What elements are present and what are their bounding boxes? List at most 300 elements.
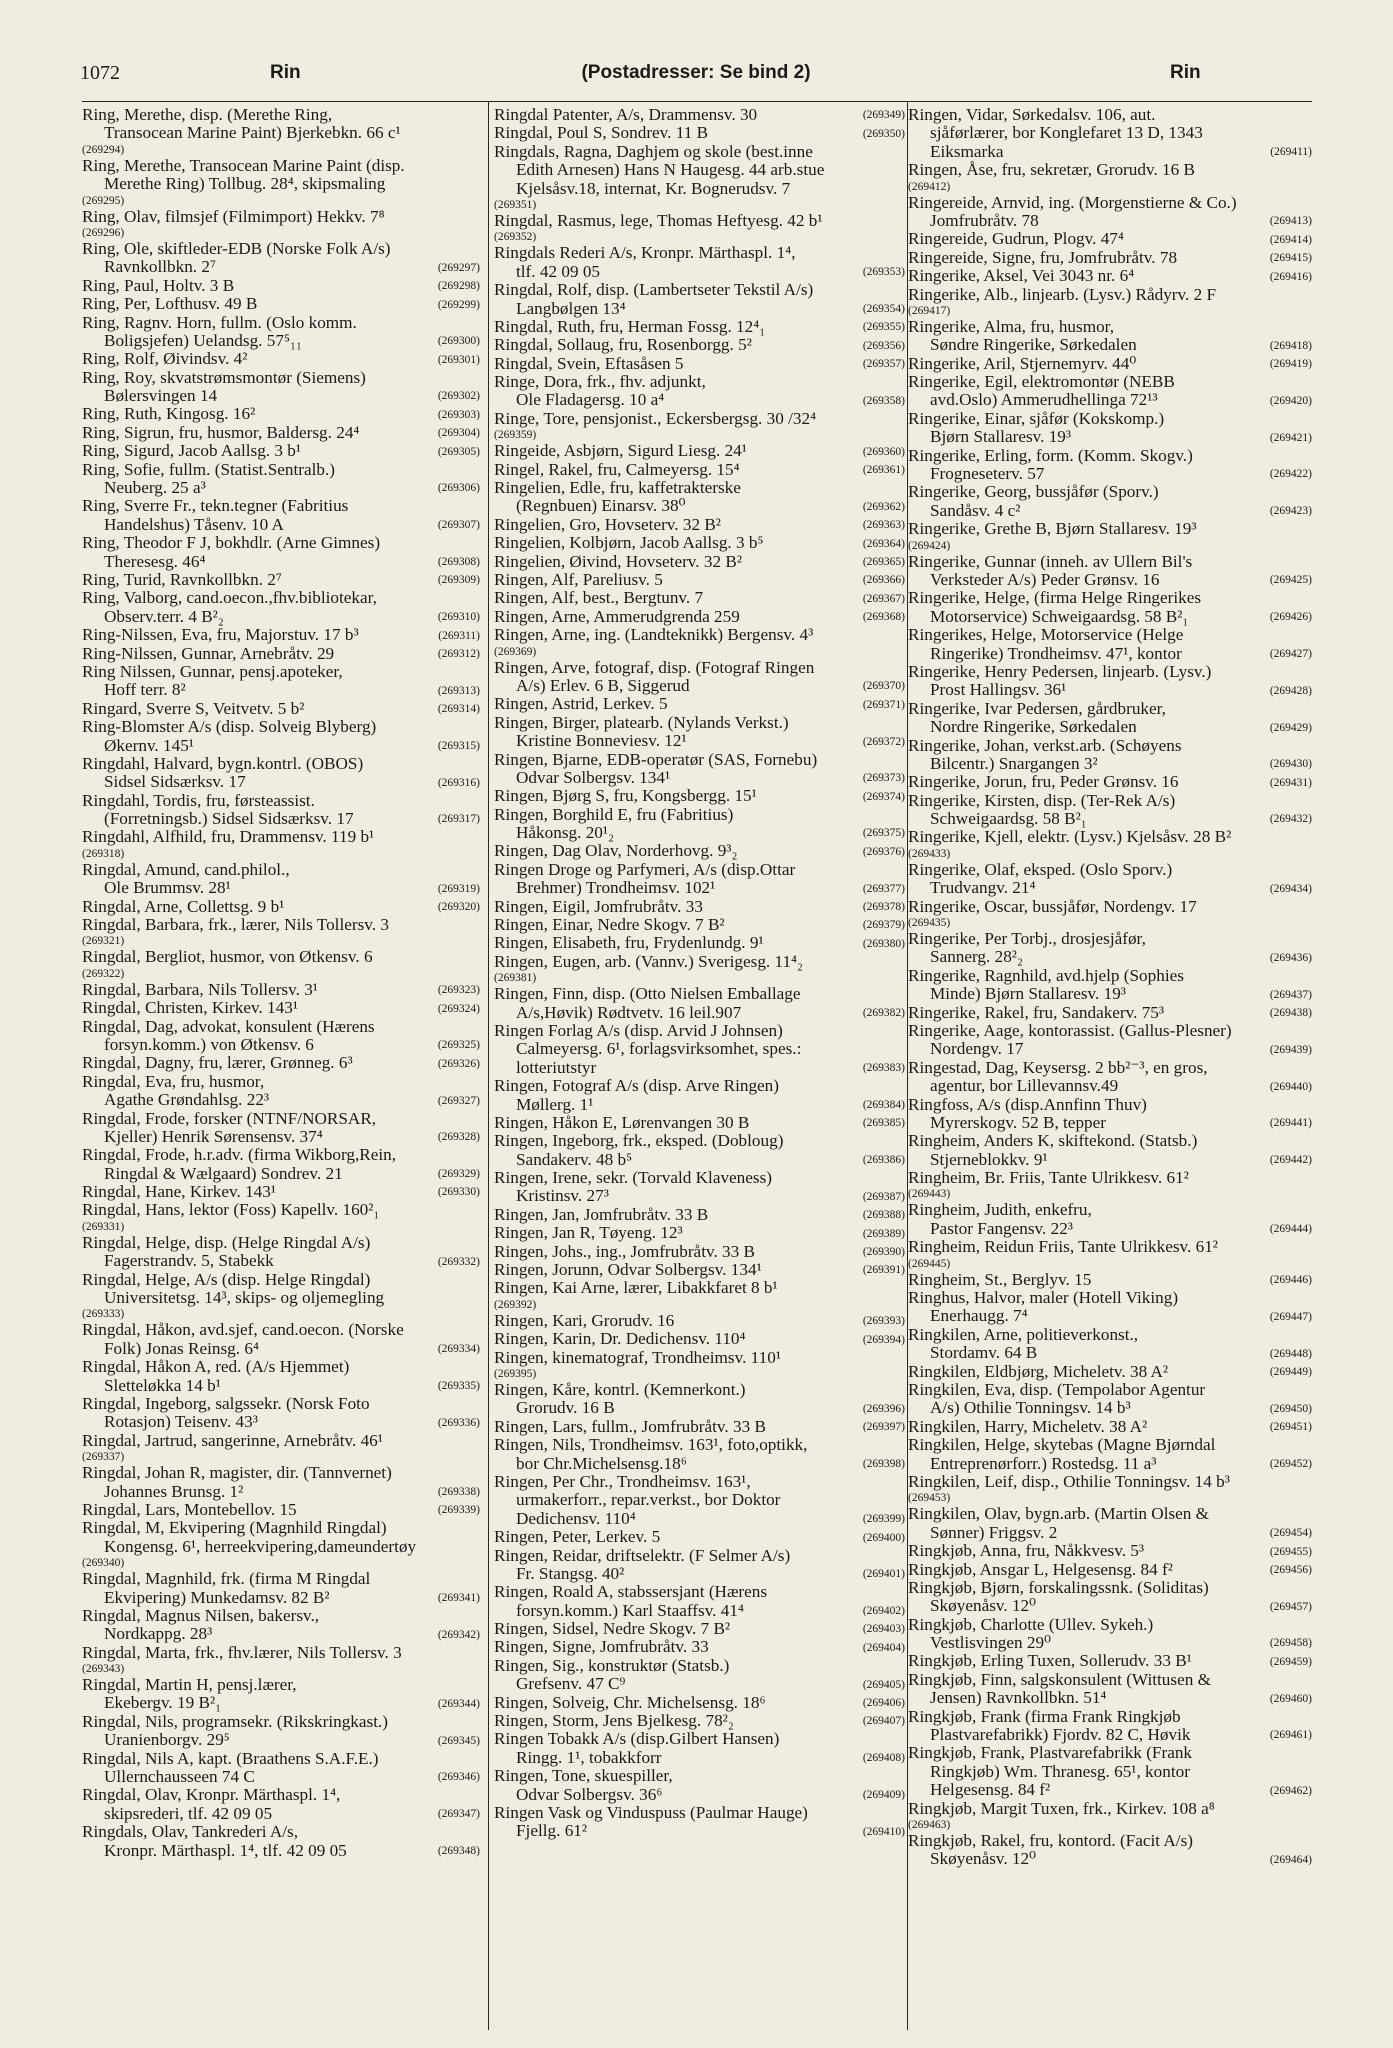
directory-entry bbox=[494, 934, 905, 952]
entry-line bbox=[494, 318, 905, 336]
entry-text: Ring, Ragnv. Horn, fullm. (Oslo komm. bbox=[82, 313, 357, 332]
entry-number: (269409) bbox=[862, 1788, 905, 1801]
entry-line bbox=[82, 1091, 480, 1109]
entry-line bbox=[908, 1579, 1312, 1597]
entry-number: (269358) bbox=[862, 394, 905, 407]
entry-number: (269404) bbox=[862, 1641, 905, 1654]
directory-entry bbox=[82, 571, 480, 589]
entry-line bbox=[908, 1726, 1312, 1744]
directory-entry bbox=[908, 930, 1312, 967]
entry-text: skipsrederi, tlf. 42 09 05 bbox=[104, 1804, 273, 1823]
entry-line bbox=[494, 1694, 905, 1712]
entry-line bbox=[908, 161, 1312, 179]
entry-number: (269337) bbox=[82, 1451, 125, 1464]
entry-text: Ringkilen, Harry, Micheletv. 38 A² bbox=[908, 1417, 1148, 1436]
entry-line bbox=[82, 898, 480, 916]
entry-text: Ekvipering) Munkedamsv. 82 B² bbox=[104, 1588, 330, 1607]
entry-text: Universitetsg. 14³, skips- og oljemegling bbox=[104, 1289, 385, 1308]
entry-line bbox=[82, 1183, 480, 1201]
entry-number: (269427) bbox=[1269, 647, 1312, 660]
entry-line bbox=[82, 828, 480, 846]
entry-text: Ringkilen, Eldbjørg, Micheletv. 38 A² bbox=[908, 1362, 1169, 1381]
entry-number: (269464) bbox=[1269, 1853, 1312, 1866]
column-divider bbox=[488, 102, 489, 2030]
entry-line bbox=[82, 1110, 480, 1128]
entry-line bbox=[82, 1289, 480, 1307]
entry-text: Grefsenv. 47 C⁹ bbox=[516, 1675, 626, 1694]
entry-line bbox=[494, 1491, 905, 1509]
entry-line bbox=[494, 879, 905, 897]
entry-text: Ringdal, Marta, frk., fhv.lærer, Nils Tollersv. 3 bbox=[82, 1643, 402, 1662]
entry-line bbox=[494, 281, 905, 299]
entry-text: Ringen, Fotograf A/s (disp. Arve Ringen) bbox=[494, 1077, 780, 1096]
entry-number: (269425) bbox=[1269, 574, 1312, 587]
entry-text: Ekebergv. 19 B²₁ bbox=[104, 1694, 222, 1713]
directory-entry bbox=[908, 1418, 1312, 1436]
entry-line bbox=[908, 1561, 1312, 1579]
entry-text: Ringen Vask og Vinduspuss (Paulmar Hauge) bbox=[494, 1803, 808, 1822]
entry-number: (269377) bbox=[862, 882, 905, 895]
directory-entry bbox=[82, 106, 480, 157]
entry-text: Ringerike, Georg, bussjåfør (Sporv.) bbox=[908, 483, 1159, 502]
entry-number: (269403) bbox=[862, 1623, 905, 1636]
entry-line bbox=[82, 240, 480, 258]
entry-line bbox=[82, 461, 480, 479]
entry-text: Ringdal, Hans, lektor (Foss) Kapellv. 160²₁ bbox=[82, 1201, 380, 1220]
entry-text: Ringelien, Gro, Hovseterv. 32 B² bbox=[494, 515, 721, 534]
entry-number: (269335) bbox=[437, 1380, 480, 1392]
entry-line bbox=[494, 842, 905, 860]
entry-line bbox=[908, 828, 1312, 846]
entry-number: (269420) bbox=[1269, 394, 1312, 407]
directory-entry bbox=[494, 143, 905, 212]
entry-number: (269360) bbox=[862, 445, 905, 458]
entry-text: Ringerike, Henry Pedersen, linjearb. (Lysv.) bbox=[908, 662, 1212, 681]
entry-text: Håkonsg. 20¹₂ bbox=[516, 824, 615, 843]
entry-text: Ring, Turid, Ravnkollbkn. 2⁷ bbox=[82, 570, 282, 589]
directory-entry bbox=[494, 1381, 905, 1418]
entry-text: Ole Brummsv. 28¹ bbox=[104, 879, 231, 898]
entry-number: (269394) bbox=[862, 1333, 905, 1346]
entry-line bbox=[908, 626, 1312, 644]
entry-line bbox=[82, 350, 480, 368]
entry-line bbox=[908, 1132, 1312, 1150]
directory-entry bbox=[494, 479, 905, 516]
entry-number: (269400) bbox=[862, 1531, 905, 1544]
entry-number: (269329) bbox=[437, 1168, 480, 1181]
directory-entry bbox=[494, 281, 905, 318]
entry-line bbox=[82, 1128, 480, 1146]
entry-text: Ringdal, Dag, advokat, konsulent (Hærens bbox=[82, 1017, 375, 1036]
entry-text: Ringen, Storm, Jens Bjelkesg. 78²₂ bbox=[494, 1712, 734, 1731]
entry-text: Sletteløkka 14 b¹ bbox=[104, 1376, 221, 1395]
entry-number: (269368) bbox=[862, 611, 905, 624]
entry-text: Ring, Merethe, disp. (Merethe Ring, bbox=[82, 106, 333, 124]
entry-line bbox=[82, 1464, 480, 1482]
entry-line bbox=[908, 879, 1312, 897]
directory-entry bbox=[494, 1418, 905, 1436]
directory-entry bbox=[494, 1804, 905, 1841]
entry-text: Merethe Ring) Tollbug. 28⁴, skipsmaling bbox=[104, 175, 386, 194]
entry-line bbox=[82, 792, 480, 810]
entry-text: Skøyenåsv. 12⁰ bbox=[930, 1850, 1037, 1869]
entry-text: Ringerike) Trondheimsv. 47¹, kontor bbox=[930, 644, 1182, 663]
entry-line bbox=[82, 1768, 480, 1786]
entry-text: Sønner) Friggsv. 2 bbox=[930, 1523, 1058, 1542]
entry-line bbox=[494, 442, 905, 460]
entry-line bbox=[82, 553, 480, 571]
directory-entry bbox=[82, 295, 480, 313]
entry-line bbox=[82, 1713, 480, 1731]
directory-entry bbox=[494, 1349, 905, 1381]
directory-entry bbox=[908, 267, 1312, 285]
directory-entry bbox=[908, 1616, 1312, 1653]
entry-text: Observ.terr. 4 B²₂ bbox=[104, 607, 224, 626]
entry-text: Ringe, Tore, pensjonist., Eckersbergsg. 30 /32⁴ bbox=[494, 409, 817, 428]
entry-text: Ringkjøb, Margit Tuxen, frk., Kirkev. 108 a⁸ bbox=[908, 1799, 1215, 1818]
entry-number: (269338) bbox=[437, 1485, 480, 1498]
directory-entry bbox=[908, 249, 1312, 267]
entry-line bbox=[82, 1036, 480, 1054]
entry-text: Ringen, Per Chr., Trondheimsv. 163¹, bbox=[494, 1472, 751, 1491]
entry-text: Edith Arnesen) Hans N Haugesg. 44 arb.stue bbox=[516, 161, 825, 180]
directory-entry bbox=[494, 461, 905, 479]
entry-line bbox=[908, 645, 1312, 663]
entry-text: bor Chr.Michelsensg.18⁶ bbox=[516, 1454, 687, 1473]
entry-text: Ringen Forlag A/s (disp. Arvid J Johnsen) bbox=[494, 1021, 783, 1040]
entry-number: (269454) bbox=[1269, 1527, 1312, 1540]
entry-number: (269344) bbox=[437, 1697, 480, 1710]
entry-line bbox=[908, 1114, 1312, 1132]
entry-line bbox=[494, 571, 905, 589]
entry-text: Ring-Nilssen, Gunnar, Arnebråtv. 29 bbox=[82, 644, 335, 663]
directory-entry bbox=[494, 1730, 905, 1767]
entry-line bbox=[908, 1344, 1312, 1362]
directory-entry bbox=[82, 461, 480, 498]
entry-text: Ringdal, Håkon, avd.sjef, cand.oecon. (Norske bbox=[82, 1321, 404, 1340]
directory-entry bbox=[82, 1676, 480, 1713]
entry-number: (269378) bbox=[862, 901, 905, 914]
entry-text: Ringereide, Arnvid, ing. (Morgenstierne & Co.) bbox=[908, 193, 1237, 212]
entry-text: Ringen, Johs., ing., Jomfrubråtv. 33 B bbox=[494, 1242, 755, 1261]
entry-number: (269308) bbox=[437, 555, 480, 568]
entry-text: Ringen, Einar, Nedre Skogv. 7 B² bbox=[494, 916, 725, 935]
entry-number: (269451) bbox=[1269, 1421, 1312, 1434]
directory-entry bbox=[494, 410, 905, 442]
entry-number: (269384) bbox=[862, 1098, 905, 1111]
entry-number: (269311) bbox=[438, 629, 480, 642]
directory-entry bbox=[908, 1436, 1312, 1473]
entry-number: (269294) bbox=[82, 143, 125, 156]
entry-text: Ringen, Bjørg S, fru, Kongsbergg. 15¹ bbox=[494, 787, 757, 806]
entry-line bbox=[494, 461, 905, 479]
entry-line bbox=[908, 1524, 1312, 1542]
entry-line bbox=[82, 1271, 480, 1289]
entry-text: A/s) Erlev. 6 B, Siggerud bbox=[516, 676, 690, 695]
entry-text: Ringen, Astrid, Lerkev. 5 bbox=[494, 695, 668, 714]
entry-text: Ringdal, Christen, Kirkev. 143¹ bbox=[82, 999, 298, 1018]
entry-line bbox=[82, 755, 480, 773]
entry-line bbox=[908, 465, 1312, 483]
directory-entry bbox=[82, 1018, 480, 1055]
entry-text: Ringkjøb, Finn, salgskonsulent (Wittusen & bbox=[908, 1670, 1211, 1689]
entry-line bbox=[908, 1151, 1312, 1169]
directory-entry bbox=[82, 1607, 480, 1644]
directory-entry bbox=[908, 828, 1312, 860]
entry-text: Fr. Stangsg. 40² bbox=[516, 1564, 625, 1583]
directory-entry bbox=[494, 787, 905, 805]
entry-line bbox=[82, 589, 480, 607]
entry-number: (269334) bbox=[437, 1343, 480, 1356]
entry-text: Ringen, Vidar, Sørkedalsv. 106, aut. bbox=[908, 106, 1156, 124]
entry-line bbox=[494, 1749, 905, 1767]
entry-text: Ringerike, Rakel, fru, Sandakerv. 75³ bbox=[908, 1003, 1165, 1022]
entry-line bbox=[494, 1312, 905, 1330]
entry-line bbox=[908, 1040, 1312, 1058]
entry-text: urmakerforr., repar.verkst., bor Doktor bbox=[516, 1491, 781, 1510]
entry-text: Ringen, Lars, fullm., Jomfrubråtv. 33 B bbox=[494, 1417, 766, 1436]
directory-entry bbox=[494, 1330, 905, 1348]
entry-text: Ringen, Tone, skuespiller, bbox=[494, 1767, 673, 1786]
entry-line bbox=[494, 1767, 905, 1785]
header-rule bbox=[82, 101, 1312, 102]
page-number: 1072 bbox=[80, 62, 120, 84]
entry-text: Ringen, Ingeborg, frk., eksped. (Dobloug) bbox=[494, 1132, 784, 1151]
entry-number: (269402) bbox=[862, 1605, 905, 1618]
entry-number: (269295) bbox=[82, 194, 125, 207]
entry-line bbox=[908, 249, 1312, 267]
entry-number: (269357) bbox=[862, 358, 905, 371]
directory-entry bbox=[82, 1432, 480, 1464]
entry-line bbox=[908, 212, 1312, 230]
entry-line bbox=[908, 286, 1312, 304]
entry-line bbox=[82, 1146, 480, 1164]
entry-line bbox=[494, 336, 905, 354]
entry-text: (Regnbuen) Einarsv. 38⁰ bbox=[516, 497, 686, 516]
entry-text: Ringe, Dora, frk., fhv. adjunkt, bbox=[494, 373, 706, 392]
entry-number: (269359) bbox=[494, 429, 537, 442]
entry-text: Sannerg. 28²₂ bbox=[930, 948, 1023, 967]
entry-line bbox=[908, 773, 1312, 791]
entry-text: Ringdal, Jartrud, sangerinne, Arnebråtv. 46¹ bbox=[82, 1431, 383, 1450]
entry-line bbox=[494, 1547, 905, 1565]
entry-number: (269408) bbox=[862, 1752, 905, 1765]
entry-text: Odvar Solbergsv. 134¹ bbox=[516, 768, 671, 787]
entry-text: Entreprenørforr.) Rostedsg. 11 a³ bbox=[930, 1454, 1157, 1473]
entry-text: Bølersvingen 14 bbox=[104, 387, 218, 406]
entry-number: (269393) bbox=[862, 1315, 905, 1328]
entry-number: (269341) bbox=[437, 1591, 480, 1604]
entry-text: Ringdals, Olav, Tankrederi A/s, bbox=[82, 1823, 298, 1842]
entry-text: A/s,Høvik) Rødtvetv. 16 leil.907 bbox=[516, 1003, 742, 1022]
entry-number: (269440) bbox=[1269, 1080, 1312, 1093]
entry-text: Ringdal, Martin H, pensj.lærer, bbox=[82, 1676, 297, 1695]
entry-text: Skøyenåsv. 12⁰ bbox=[930, 1597, 1037, 1616]
entry-number: (269411) bbox=[1270, 146, 1312, 159]
entry-text: Nordre Ringerike, Sørkedalen bbox=[930, 718, 1137, 737]
entry-line bbox=[908, 1004, 1312, 1022]
entry-text: Theresesg. 46⁴ bbox=[104, 552, 206, 571]
entry-line bbox=[908, 1455, 1312, 1473]
entry-text: Ringkjøb, Charlotte (Ullev. Sykeh.) bbox=[908, 1615, 1154, 1634]
entry-number: (269345) bbox=[437, 1734, 480, 1747]
entry-line bbox=[82, 1377, 480, 1395]
entry-number: (269444) bbox=[1269, 1223, 1312, 1236]
entry-text: Minde) Bjørn Stallaresv. 19³ bbox=[930, 985, 1126, 1004]
entry-text: Ringen, Jan, Jomfrubråtv. 33 B bbox=[494, 1205, 709, 1224]
entry-number: (269320) bbox=[437, 901, 480, 914]
directory-entry bbox=[494, 1114, 905, 1132]
entry-line bbox=[82, 1501, 480, 1519]
entry-text: Kongensg. 6¹, herreekvipering,dameundertøy bbox=[104, 1537, 417, 1556]
entry-line bbox=[82, 369, 480, 387]
entry-text: Uranienborgv. 29⁵ bbox=[104, 1731, 230, 1750]
entry-line bbox=[908, 1238, 1312, 1256]
entry-text: Ring Nilssen, Gunnar, pensj.apoteker, bbox=[82, 662, 343, 681]
entry-text: Ullernchausseen 74 C bbox=[104, 1768, 255, 1787]
entry-number: (269376) bbox=[862, 845, 905, 858]
entry-number: (269388) bbox=[862, 1209, 905, 1222]
entry-text: Økernv. 145¹ bbox=[104, 736, 194, 755]
entry-number: (269448) bbox=[1269, 1347, 1312, 1360]
entry-line bbox=[494, 732, 905, 750]
directory-entry bbox=[82, 1358, 480, 1395]
entry-number: (269298) bbox=[437, 280, 480, 293]
entry-text: Ring, Ole, skiftleder-EDB (Norske Folk A/s) bbox=[82, 239, 391, 258]
directory-entry bbox=[82, 1321, 480, 1358]
entry-line bbox=[82, 1694, 480, 1712]
entry-line bbox=[82, 1644, 480, 1662]
entry-line bbox=[908, 1307, 1312, 1325]
entry-number: (269372) bbox=[862, 735, 905, 748]
entry-number: (269442) bbox=[1269, 1154, 1312, 1167]
entry-line bbox=[908, 1616, 1312, 1634]
page-header bbox=[80, 62, 1312, 92]
entry-number: (269317) bbox=[437, 813, 480, 826]
entry-text: Ringen, Arne, Ammerudgrenda 259 bbox=[494, 607, 740, 626]
entry-text: Prost Hallingsv. 36¹ bbox=[930, 681, 1067, 700]
directory-entry bbox=[82, 1786, 480, 1823]
directory-entry bbox=[494, 1169, 905, 1206]
entry-text: Ringen, Kåre, kontrl. (Kemnerkont.) bbox=[494, 1381, 746, 1399]
entry-line bbox=[494, 898, 905, 916]
entry-text: Ringen, Birger, platearb. (Nylands Verkst.) bbox=[494, 713, 789, 732]
entry-number: (269315) bbox=[437, 739, 480, 752]
entry-line bbox=[908, 1671, 1312, 1689]
directory-entry bbox=[82, 1183, 480, 1201]
entry-line bbox=[494, 1187, 905, 1205]
entry-line bbox=[82, 810, 480, 828]
entry-text: Ringen, Sig., konstruktør (Statsb.) bbox=[494, 1656, 730, 1675]
entry-line bbox=[494, 787, 905, 805]
entry-text: Ringen, Elisabeth, fru, Frydenlundg. 9¹ bbox=[494, 934, 764, 953]
entry-text: Ring, Theodor F J, bokhdlr. (Arne Gimnes) bbox=[82, 534, 381, 553]
entry-number: (269323) bbox=[437, 984, 480, 997]
entry-text: Ringen Droge og Parfymeri, A/s (disp.Ottar bbox=[494, 860, 796, 879]
entry-number: (269407) bbox=[862, 1715, 905, 1728]
directory-entry bbox=[494, 1312, 905, 1330]
entry-line bbox=[494, 161, 905, 179]
directory-entry bbox=[494, 1436, 905, 1473]
entry-number: (269316) bbox=[437, 776, 480, 789]
directory-entry bbox=[908, 520, 1312, 552]
entry-text: Ring-Blomster A/s (disp. Solveig Blyberg) bbox=[82, 718, 377, 737]
entry-number: (269386) bbox=[862, 1154, 905, 1167]
entry-number: (269381) bbox=[494, 972, 537, 985]
entry-line bbox=[82, 1589, 480, 1607]
directory-column-3 bbox=[908, 106, 1312, 2031]
entry-text: Ringerike, Per Torbj., drosjesjåfør, bbox=[908, 930, 1146, 949]
entry-number: (269347) bbox=[437, 1808, 480, 1821]
entry-number: (269305) bbox=[437, 445, 480, 458]
entry-text: Calmeyersg. 6¹, forlagsvirksomhet, spes.: bbox=[516, 1040, 802, 1059]
directory-entry bbox=[494, 1206, 905, 1224]
entry-line bbox=[908, 1381, 1312, 1399]
entry-line bbox=[494, 1040, 905, 1058]
entry-number: (269330) bbox=[437, 1186, 480, 1199]
entry-text: Nordengv. 17 bbox=[930, 1040, 1024, 1059]
entry-line bbox=[494, 1675, 905, 1693]
entry-line bbox=[908, 1634, 1312, 1652]
entry-line bbox=[908, 792, 1312, 810]
entry-line bbox=[494, 1602, 905, 1620]
entry-number: (269364) bbox=[862, 537, 905, 550]
entry-line bbox=[908, 428, 1312, 446]
entry-line bbox=[494, 244, 905, 262]
entry-number: (269443) bbox=[908, 1188, 951, 1201]
entry-text: Ringkjøb) Wm. Thranesg. 65¹, kontor bbox=[930, 1762, 1190, 1781]
directory-entry bbox=[908, 1096, 1312, 1133]
entry-line bbox=[82, 124, 480, 142]
entry-line bbox=[82, 861, 480, 879]
directory-entry bbox=[82, 1464, 480, 1501]
directory-entry bbox=[908, 553, 1312, 590]
directory-entry bbox=[494, 1620, 905, 1638]
entry-number: (269458) bbox=[1269, 1637, 1312, 1650]
directory-entry bbox=[494, 1077, 905, 1114]
entry-line bbox=[908, 553, 1312, 571]
directory-entry bbox=[908, 286, 1312, 318]
directory-entry bbox=[908, 1708, 1312, 1745]
entry-text: Ringerike, Kjell, elektr. (Lysv.) Kjelsåsv. 28 B² bbox=[908, 828, 1232, 847]
entry-text: Ringerike, Olaf, eksped. (Oslo Sporv.) bbox=[908, 860, 1173, 879]
directory-entry bbox=[908, 1744, 1312, 1799]
entry-text: Sandåsv. 4 c² bbox=[930, 501, 1021, 520]
entry-number: (269302) bbox=[437, 390, 480, 403]
entry-number: (269307) bbox=[437, 519, 480, 532]
directory-entry bbox=[82, 1073, 480, 1110]
entry-line bbox=[82, 258, 480, 276]
entry-line bbox=[908, 1597, 1312, 1615]
entry-text: Ringkjøb, Anna, fru, Nåkkvesv. 5³ bbox=[908, 1542, 1145, 1561]
directory-entry bbox=[908, 447, 1312, 484]
entry-text: Ringkjøb, Erling Tuxen, Sollerudv. 33 B¹ bbox=[908, 1652, 1192, 1671]
entry-text: Ringdal, Nils A, kapt. (Braathens S.A.F.E.) bbox=[82, 1749, 379, 1768]
entry-line bbox=[494, 143, 905, 161]
entry-number: (269314) bbox=[437, 703, 480, 716]
entry-number: (269415) bbox=[1269, 252, 1312, 265]
entry-number: (269419) bbox=[1269, 358, 1312, 371]
entry-line bbox=[908, 1289, 1312, 1307]
entry-text: Neuberg. 25 a³ bbox=[104, 479, 206, 498]
entry-line bbox=[908, 143, 1312, 161]
entry-text: Ringdals, Ragna, Daghjem og skole (best.inne bbox=[494, 142, 813, 161]
entry-line bbox=[82, 1676, 480, 1694]
entry-line bbox=[908, 391, 1312, 409]
entry-number: (269340) bbox=[82, 1557, 125, 1570]
directory-entry bbox=[494, 842, 905, 860]
entry-line bbox=[908, 589, 1312, 607]
